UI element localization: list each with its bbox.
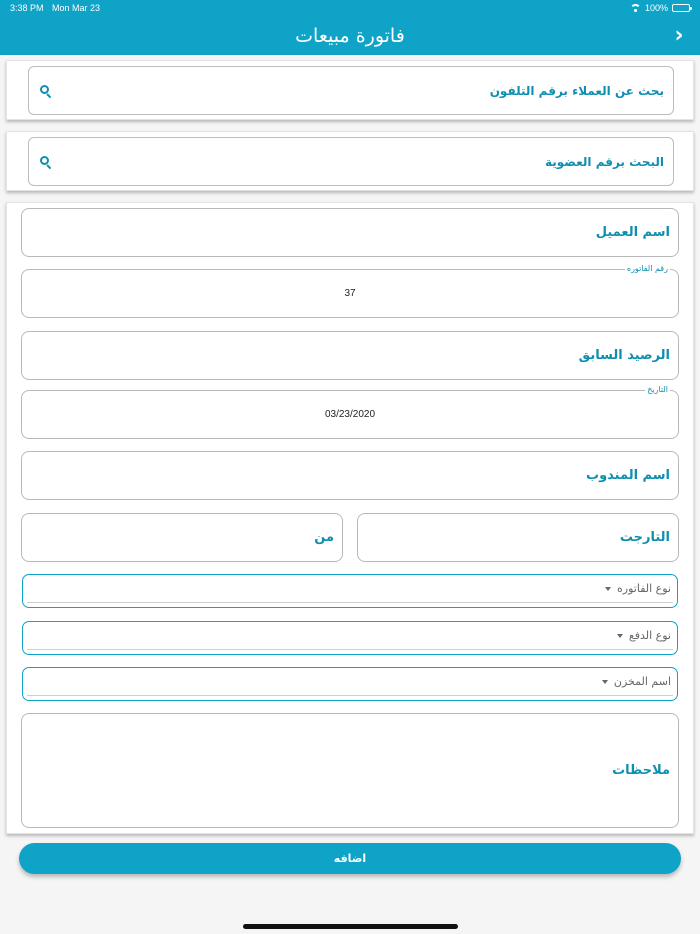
invoice-type-label: نوع الفاتوره xyxy=(617,582,671,595)
invoice-type-select[interactable] xyxy=(22,574,678,608)
notes-label: ملاحظات xyxy=(612,763,670,778)
membership-search-label: البحث برقم العضوية xyxy=(545,154,664,169)
caret-down-icon xyxy=(602,680,608,684)
previous-balance-label: الرصيد السابق xyxy=(578,348,670,363)
date-value: 03/23/2020 xyxy=(324,409,376,420)
target-label: التارجت xyxy=(619,530,670,545)
page-title: فاتورة مبيعات xyxy=(295,25,405,47)
customer-name-label: اسم العميل xyxy=(595,225,670,240)
status-indicators xyxy=(630,3,690,13)
battery-icon xyxy=(672,4,690,12)
phone-search-label: بحث عن العملاء برقم التلفون xyxy=(489,83,664,98)
phone-search-card xyxy=(6,60,694,120)
store-name-select[interactable] xyxy=(22,667,678,701)
rep-name-field[interactable] xyxy=(21,451,679,500)
target-field[interactable] xyxy=(357,513,679,562)
wifi-icon xyxy=(630,4,641,12)
date-label: التاريخ xyxy=(647,385,668,394)
notes-textarea[interactable] xyxy=(21,713,679,828)
payment-type-select[interactable] xyxy=(22,621,678,655)
customer-name-field[interactable] xyxy=(21,208,679,257)
caret-down-icon xyxy=(605,587,611,591)
from-field[interactable] xyxy=(21,513,343,562)
status-date: Mon Mar 23 xyxy=(52,3,101,13)
status-time: 3:38 PM xyxy=(10,3,44,13)
phone-search-input[interactable] xyxy=(28,66,674,115)
membership-search-input[interactable] xyxy=(28,137,674,186)
payment-type-label: نوع الدفع xyxy=(628,629,671,642)
caret-down-icon xyxy=(617,634,623,638)
membership-search-card xyxy=(6,131,694,191)
rep-name-label: اسم المندوب xyxy=(586,468,670,483)
invoice-number-value: 37 xyxy=(344,288,356,299)
search-icon[interactable] xyxy=(40,85,52,97)
add-button[interactable]: اضافه xyxy=(19,843,681,874)
from-label: من xyxy=(314,530,334,545)
invoice-number-field[interactable] xyxy=(21,264,679,318)
search-icon[interactable] xyxy=(40,156,52,168)
app-header xyxy=(0,0,700,55)
home-indicator xyxy=(243,924,458,929)
previous-balance-field[interactable] xyxy=(21,331,679,380)
store-name-label: اسم المخزن xyxy=(613,675,671,688)
battery-percent: 100% xyxy=(644,3,668,13)
invoice-number-label: رقم الفاتوره xyxy=(626,264,668,273)
chevron-right-icon[interactable]: › xyxy=(674,23,684,48)
date-field[interactable] xyxy=(21,385,679,439)
